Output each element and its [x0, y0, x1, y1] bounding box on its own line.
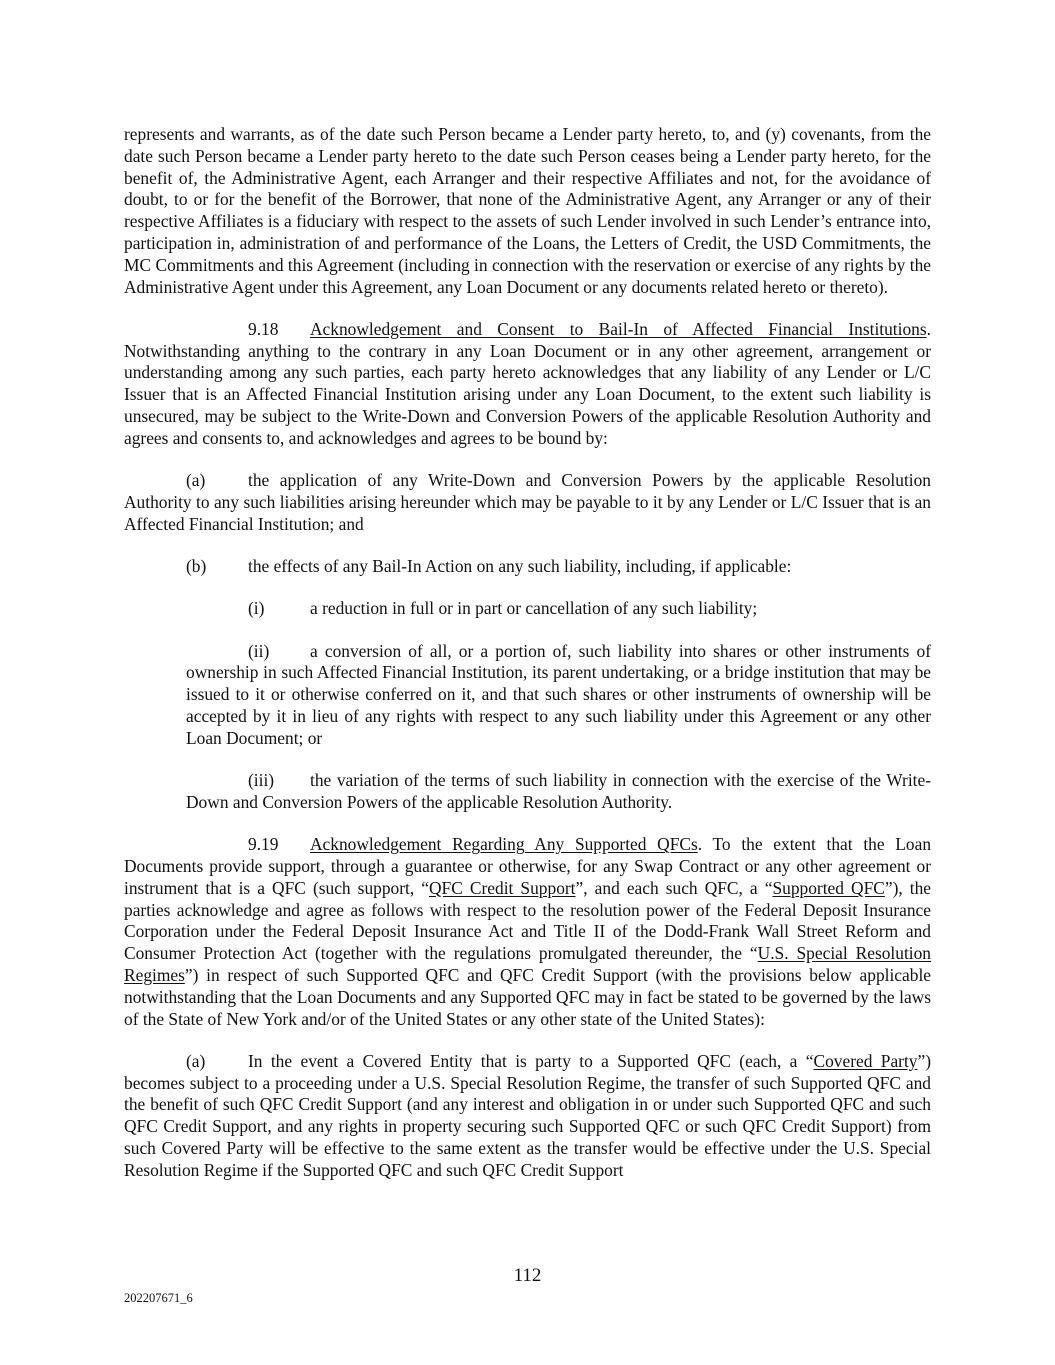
section-number: 9.18: [248, 318, 279, 339]
list-item-a: [124, 470, 931, 535]
item-label: (iii): [248, 770, 275, 791]
item-text: the variation of the terms of such liability in connection with the exercise of the Write-Down and Conversion Powers of the applicable Resolution Authority.: [186, 770, 931, 812]
section-number: 9.19: [248, 834, 279, 855]
item-label: (ii): [248, 640, 270, 661]
item-label: (b): [186, 556, 207, 577]
document-id: 202207671_6: [124, 1291, 193, 1305]
defined-term: Covered Party: [813, 1050, 918, 1071]
item-label: (a): [186, 1050, 206, 1071]
item-text: a reduction in full or in part or cancellation of any such liability;: [310, 598, 758, 619]
list-item-b: [124, 556, 931, 578]
item-text: the effects of any Bail-In Action on any such liability, including, if applicable:: [248, 556, 792, 577]
page-number: 112: [513, 1265, 542, 1286]
section-body: Notwithstanding anything to the contrary in any Loan Document or in any other agreement, arrangement or understanding among any such parties, each party hereto acknowledges that any liability of any Lender or L/C Issuer that is an Affected Financial Institution arising under any Loan Document, to the extent such liability is unsecured, may be subject to the Write-Down and Conversion Powers of the applicable Resolution Authority and agrees and consents to, and acknowledges and agrees to be bound by:: [124, 340, 931, 448]
document-body: [124, 124, 931, 1202]
list-item-ii: [186, 641, 931, 750]
section-heading: Acknowledgement and Consent to Bail-In of Affected Financial Institutions: [310, 318, 927, 339]
list-item-i: [186, 598, 931, 620]
list-item-iii: [186, 770, 931, 814]
continuation-paragraph: represents and warrants, as of the date such Person became a Lender party hereto, to, and (y) covenants, from the date such Person became a Lender party hereto to the date such Person ceases being a Lender party hereto, for the benefit of, the Administrative Agent, each Arranger and their respective Affiliates and not, for the avoidance of doubt, to or for the benefit of the Borrower, that none of the Administrative Agent, any Arranger or any of their respective Affiliates is a fiduciary with respect to the assets of such Lender involved in such Lender’s entrance into, participation in, administration of and performance of the Loans, the Letters of Credit, the USD Commitments, the MC Commitments and this Agreement (including in connection with the reservation or exercise of any rights by the Administrative Agent under this Agreement, any Loan Document or any documents related hereto or thereto).: [124, 124, 931, 297]
defined-term: QFC Credit Support: [429, 877, 576, 898]
section-9-18: 9.18 Acknowledgement and Consent to Bail-In of Affected Financial Institutions. Notwithstanding anything to the contrary in any Loan Document or in any other agreement, arrangement or understanding among any such parties, each party hereto acknowledges that any liability of any Lender or L/C Issuer that is an Affected Financial Institution arising under any Loan Document, to the extent such liability is unsecured, may be subject to the Write-Down and Conversion Powers of the applicable Resolution Authority and agrees and consents to, and acknowledges and agrees to be bound by:: [124, 318, 931, 448]
item-label: (i): [248, 598, 265, 619]
defined-term: U.S. Special Resolution Regimes: [124, 943, 932, 985]
list-item-a-919: (a) In the event a Covered Entity that is party to a Supported QFC (each, a “Covered Party”) becomes subject to a proceeding under a U.S. Special Resolution Regime, the transfer of such Supported QFC and the benefit of such QFC Credit Support (and any interest and obligation in or under such Supported QFC and such QFC Credit Support, and any rights in property securing such Supported QFC or such QFC Credit Support) from such Covered Party will be effective to the same extent as the transfer would be effective under the U.S. Special Resolution Regime if the Supported QFC and such QFC Credit Support: [124, 1050, 931, 1180]
item-text: the application of any Write-Down and Conversion Powers by the applicable Resolution Authority to any such liabilities arising hereunder which may be payable to it by any Lender or L/C Issuer that is an Affected Financial Institution; and: [124, 470, 931, 534]
defined-term: Supported QFC: [772, 877, 885, 898]
section-heading: Acknowledgement Regarding Any Supported QFCs: [310, 834, 698, 855]
item-text: a conversion of all, or a portion of, such liability into shares or other instruments of ownership in such Affected Financial Institution, its parent undertaking, or a bridge institution that may be issued to it or otherwise conferred on it, and that such shares or other instruments of ownership will be accepted by it in lieu of any rights with respect to any such liability under this Agreement or any other Loan Document; or: [186, 640, 931, 748]
item-label: (a): [186, 470, 206, 491]
section-9-19: 9.19 Acknowledgement Regarding Any Supported QFCs. To the extent that the Loan Documents provide support, through a guarantee or otherwise, for any Swap Contract or any other agreement or instrument that is a QFC (such support, “QFC Credit Support”, and each such QFC, a “Supported QFC”), the parties acknowledge and agree as follows with respect to the resolution power of the Federal Deposit Insurance Corporation under the Federal Deposit Insurance Act and Title II of the Dodd-Frank Wall Street Reform and Consumer Protection Act (together with the regulations promulgated thereunder, the “U.S. Special Resolution Regimes”) in respect of such Supported QFC and QFC Credit Support (with the provisions below applicable notwithstanding that the Loan Documents and any Supported QFC may in fact be stated to be governed by the laws of the State of New York and/or of the United States or any other state of the United States):: [124, 834, 932, 1029]
